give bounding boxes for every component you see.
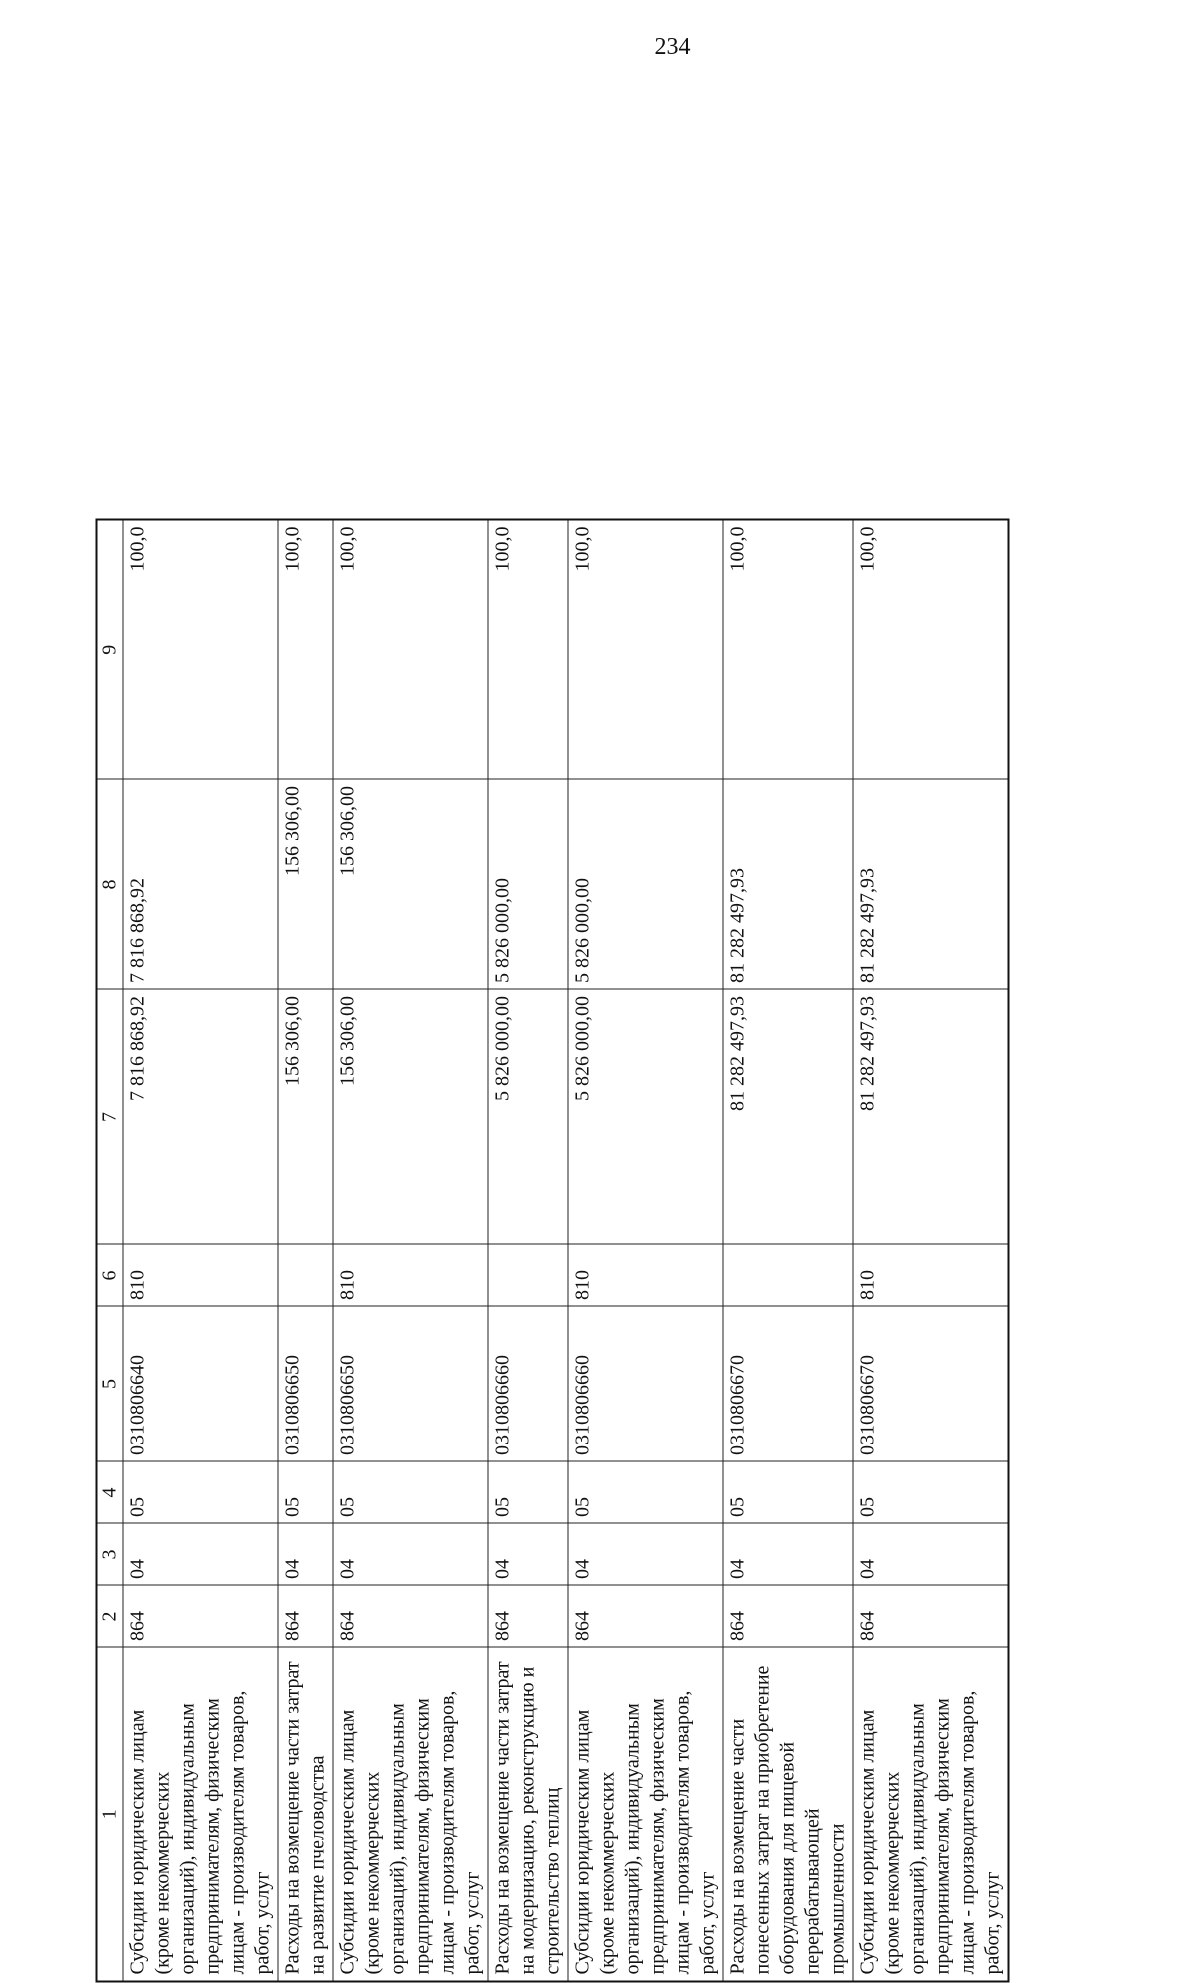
cell-target-code: 0310806670 bbox=[723, 1307, 853, 1462]
cell-section: 04 bbox=[568, 1524, 723, 1586]
cell-amount-planned: 5 826 000,00 bbox=[568, 990, 723, 1245]
cell-amount-planned: 156 306,00 bbox=[333, 990, 488, 1245]
cell-target-code: 0310806650 bbox=[278, 1307, 333, 1462]
cell-ministry-code: 864 bbox=[278, 1586, 333, 1648]
cell-percent: 100,0 bbox=[723, 520, 853, 780]
cell-ministry-code: 864 bbox=[853, 1586, 1009, 1648]
cell-expense-type: 810 bbox=[853, 1245, 1009, 1307]
table-row bbox=[123, 520, 278, 1982]
column-header: 7 bbox=[97, 990, 124, 1245]
cell-amount-executed: 81 282 497,93 bbox=[723, 780, 853, 990]
cell-target-code: 0310806660 bbox=[488, 1307, 568, 1462]
table-row bbox=[278, 520, 333, 1982]
cell-ministry-code: 864 bbox=[333, 1586, 488, 1648]
cell-subsection: 05 bbox=[568, 1462, 723, 1524]
cell-amount-planned: 7 816 868,92 bbox=[123, 990, 278, 1245]
cell-section: 04 bbox=[333, 1524, 488, 1586]
cell-section: 04 bbox=[723, 1524, 853, 1586]
table-row bbox=[568, 520, 723, 1982]
cell-ministry-code: 864 bbox=[488, 1586, 568, 1648]
cell-expense-type bbox=[278, 1245, 333, 1307]
cell-subsection: 05 bbox=[333, 1462, 488, 1524]
cell-subsection: 05 bbox=[123, 1462, 278, 1524]
cell-target-code: 0310806640 bbox=[123, 1307, 278, 1462]
cell-subsection: 05 bbox=[853, 1462, 1009, 1524]
cell-amount-executed: 156 306,00 bbox=[278, 780, 333, 990]
row-description: Расходы на возмещение части затрат на модернизацию, реконструкцию и строительство теплиц bbox=[488, 1648, 568, 1982]
cell-expense-type: 810 bbox=[333, 1245, 488, 1307]
cell-expense-type bbox=[723, 1245, 853, 1307]
cell-subsection: 05 bbox=[278, 1462, 333, 1524]
cell-amount-executed: 5 826 000,00 bbox=[568, 780, 723, 990]
cell-target-code: 0310806650 bbox=[333, 1307, 488, 1462]
cell-amount-planned: 81 282 497,93 bbox=[723, 990, 853, 1245]
page-number: 234 bbox=[654, 34, 691, 60]
cell-expense-type bbox=[488, 1245, 568, 1307]
cell-section: 04 bbox=[278, 1524, 333, 1586]
row-description: Субсидии юридическим лицам (кроме некоммерческих организаций), индивидуальным предпринимателям, физическим лицам - производителям товаров, работ, услуг bbox=[123, 1648, 278, 1982]
column-header: 3 bbox=[97, 1524, 124, 1586]
cell-amount-executed: 7 816 868,92 bbox=[123, 780, 278, 990]
column-header: 9 bbox=[97, 520, 124, 780]
cell-ministry-code: 864 bbox=[568, 1586, 723, 1648]
column-header: 2 bbox=[97, 1586, 124, 1648]
table-row bbox=[723, 520, 853, 1982]
row-description: Расходы на возмещение части понесенных затрат на приобретение оборудования для пищевой перерабатывающей промышленности bbox=[723, 1648, 853, 1982]
cell-subsection: 05 bbox=[723, 1462, 853, 1524]
cell-section: 04 bbox=[488, 1524, 568, 1586]
row-description: Субсидии юридическим лицам (кроме некоммерческих организаций), индивидуальным предпринимателям, физическим лицам - производителям товаров, работ, услуг bbox=[568, 1648, 723, 1982]
budget-table bbox=[96, 519, 1010, 1983]
cell-percent: 100,0 bbox=[568, 520, 723, 780]
cell-percent: 100,0 bbox=[488, 520, 568, 780]
cell-section: 04 bbox=[853, 1524, 1009, 1586]
cell-amount-planned: 81 282 497,93 bbox=[853, 990, 1009, 1245]
cell-ministry-code: 864 bbox=[123, 1586, 278, 1648]
cell-amount-executed: 156 306,00 bbox=[333, 780, 488, 990]
table-header-row bbox=[97, 520, 124, 1982]
row-description: Субсидии юридическим лицам (кроме некоммерческих организаций), индивидуальным предпринимателям, физическим лицам - производителям товаров, работ, услуг bbox=[853, 1648, 1009, 1982]
column-header: 8 bbox=[97, 780, 124, 990]
column-header: 5 bbox=[97, 1307, 124, 1462]
cell-target-code: 0310806660 bbox=[568, 1307, 723, 1462]
cell-subsection: 05 bbox=[488, 1462, 568, 1524]
cell-amount-planned: 156 306,00 bbox=[278, 990, 333, 1245]
cell-target-code: 0310806670 bbox=[853, 1307, 1009, 1462]
cell-expense-type: 810 bbox=[123, 1245, 278, 1307]
cell-amount-executed: 81 282 497,93 bbox=[853, 780, 1009, 990]
cell-percent: 100,0 bbox=[853, 520, 1009, 780]
cell-amount-executed: 5 826 000,00 bbox=[488, 780, 568, 990]
cell-percent: 100,0 bbox=[123, 520, 278, 780]
column-header: 4 bbox=[97, 1462, 124, 1524]
table-row bbox=[853, 520, 1009, 1982]
column-header: 1 bbox=[97, 1648, 124, 1982]
row-description: Субсидии юридическим лицам (кроме некоммерческих организаций), индивидуальным предпринимателям, физическим лицам - производителям товаров, работ, услуг bbox=[333, 1648, 488, 1982]
rotated-table-wrapper bbox=[96, 521, 1004, 1983]
row-description: Расходы на возмещение части затрат на развитие пчеловодства bbox=[278, 1648, 333, 1982]
cell-section: 04 bbox=[123, 1524, 278, 1586]
table-row bbox=[488, 520, 568, 1982]
cell-amount-planned: 5 826 000,00 bbox=[488, 990, 568, 1245]
table-row bbox=[333, 520, 488, 1982]
column-header: 6 bbox=[97, 1245, 124, 1307]
cell-percent: 100,0 bbox=[278, 520, 333, 780]
cell-expense-type: 810 bbox=[568, 1245, 723, 1307]
cell-ministry-code: 864 bbox=[723, 1586, 853, 1648]
cell-percent: 100,0 bbox=[333, 520, 488, 780]
